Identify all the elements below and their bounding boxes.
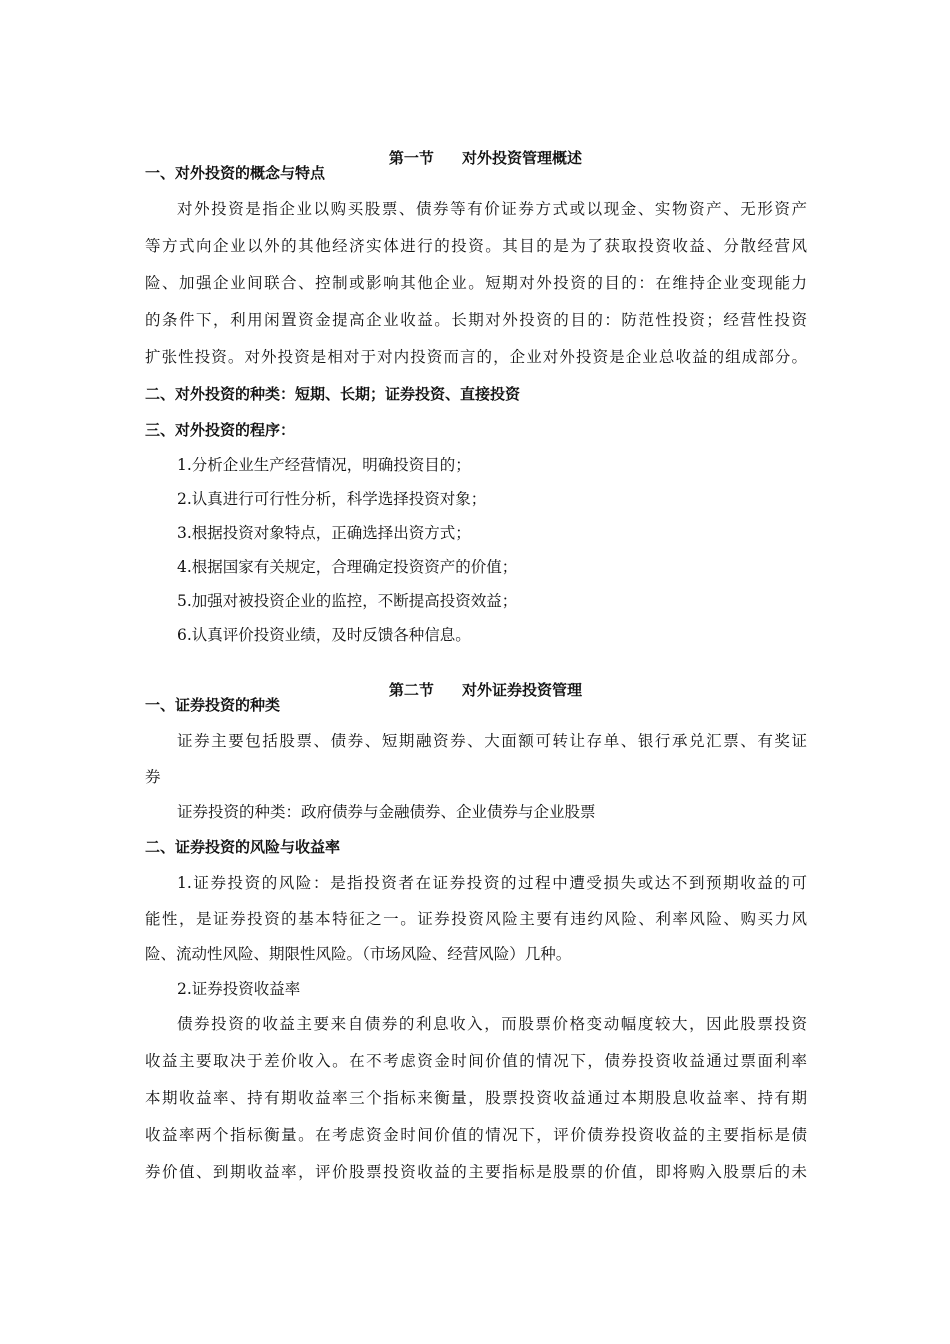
procedure-step: 3.根据投资对象特点，正确选择出资方式； (177, 524, 471, 542)
section2-h1: 一、证券投资的种类 (145, 696, 281, 714)
section1-h2: 二、对外投资的种类：短期、长期；证券投资、直接投资 (145, 385, 521, 403)
procedure-step: 1.分析企业生产经营情况，明确投资目的； (177, 456, 471, 474)
paragraph-line: 扩张性投资。对外投资是相对于对内投资而言的，企业对外投资是企业总收益的组成部分。 (145, 348, 807, 366)
paragraph-line: 证券主要包括股票、债券、短期融资券、大面额可转让存单、银行承兑汇票、有奖证 (177, 732, 807, 750)
section1-h3: 三、对外投资的程序： (145, 421, 296, 439)
procedure-step: 2.认真进行可行性分析，科学选择投资对象； (177, 490, 487, 508)
procedure-step: 6.认真评价投资业绩，及时反馈各种信息。 (177, 626, 471, 644)
paragraph-line: 的条件下，利用闲置资金提高企业收益。长期对外投资的目的：防范性投资；经营性投资 (145, 311, 807, 329)
paragraph-line: 本期收益率、持有期收益率三个指标来衡量，股票投资收益通过本期股息收益率、持有期 (145, 1089, 807, 1107)
paragraph-line: 券 (145, 768, 161, 786)
section1-h1: 一、对外投资的概念与特点 (145, 164, 326, 182)
paragraph-line: 等方式向企业以外的其他经济实体进行的投资。其目的是为了获取投资收益、分散经营风 (145, 237, 807, 255)
section2-heading: 对外证券投资管理 (461, 681, 582, 699)
paragraph-line: 险、加强企业间联合、控制或影响其他企业。短期对外投资的目的：在维持企业变现能力 (145, 274, 807, 292)
paragraph-line: 险、流动性风险、期限性风险。（市场风险、经营风险）几种。 (145, 945, 572, 963)
section1-title (0, 128, 950, 188)
section2-title (0, 660, 950, 720)
section2-number: 第二节 (388, 681, 434, 699)
paragraph-line: 证券投资的种类：政府债券与金融债券、企业债券与企业股票 (177, 803, 596, 821)
paragraph-line: 券价值、到期收益率，评价股票投资收益的主要指标是股票的价值，即将购入股票后的未 (145, 1163, 807, 1181)
paragraph-line: 收益主要取决于差价收入。在不考虑资金时间价值的情况下，债券投资收益通过票面利率 (145, 1052, 807, 1070)
procedure-step: 4.根据国家有关规定，合理确定投资资产的价值； (177, 558, 518, 576)
section1-heading: 对外投资管理概述 (461, 149, 582, 167)
paragraph-line: 收益率两个指标衡量。在考虑资金时间价值的情况下，评价债券投资收益的主要指标是债 (145, 1126, 807, 1144)
paragraph-line: 债券投资的收益主要来自债券的利息收入，而股票价格变动幅度较大，因此股票投资 (177, 1015, 807, 1033)
procedure-step: 5.加强对被投资企业的监控，不断提高投资效益； (177, 592, 518, 610)
section1-number: 第一节 (388, 149, 434, 167)
paragraph-line: 对外投资是指企业以购买股票、债券等有价证券方式或以现金、实物资产、无形资产 (177, 200, 807, 218)
subsection-heading: 2.证券投资收益率 (177, 980, 301, 998)
paragraph-line: 1.证券投资的风险：是指投资者在证券投资的过程中遭受损失或达不到预期收益的可 (177, 874, 807, 892)
section2-h2: 二、证券投资的风险与收益率 (145, 838, 341, 856)
paragraph-line: 能性，是证券投资的基本特征之一。证券投资风险主要有违约风险、利率风险、购买力风 (145, 910, 807, 928)
